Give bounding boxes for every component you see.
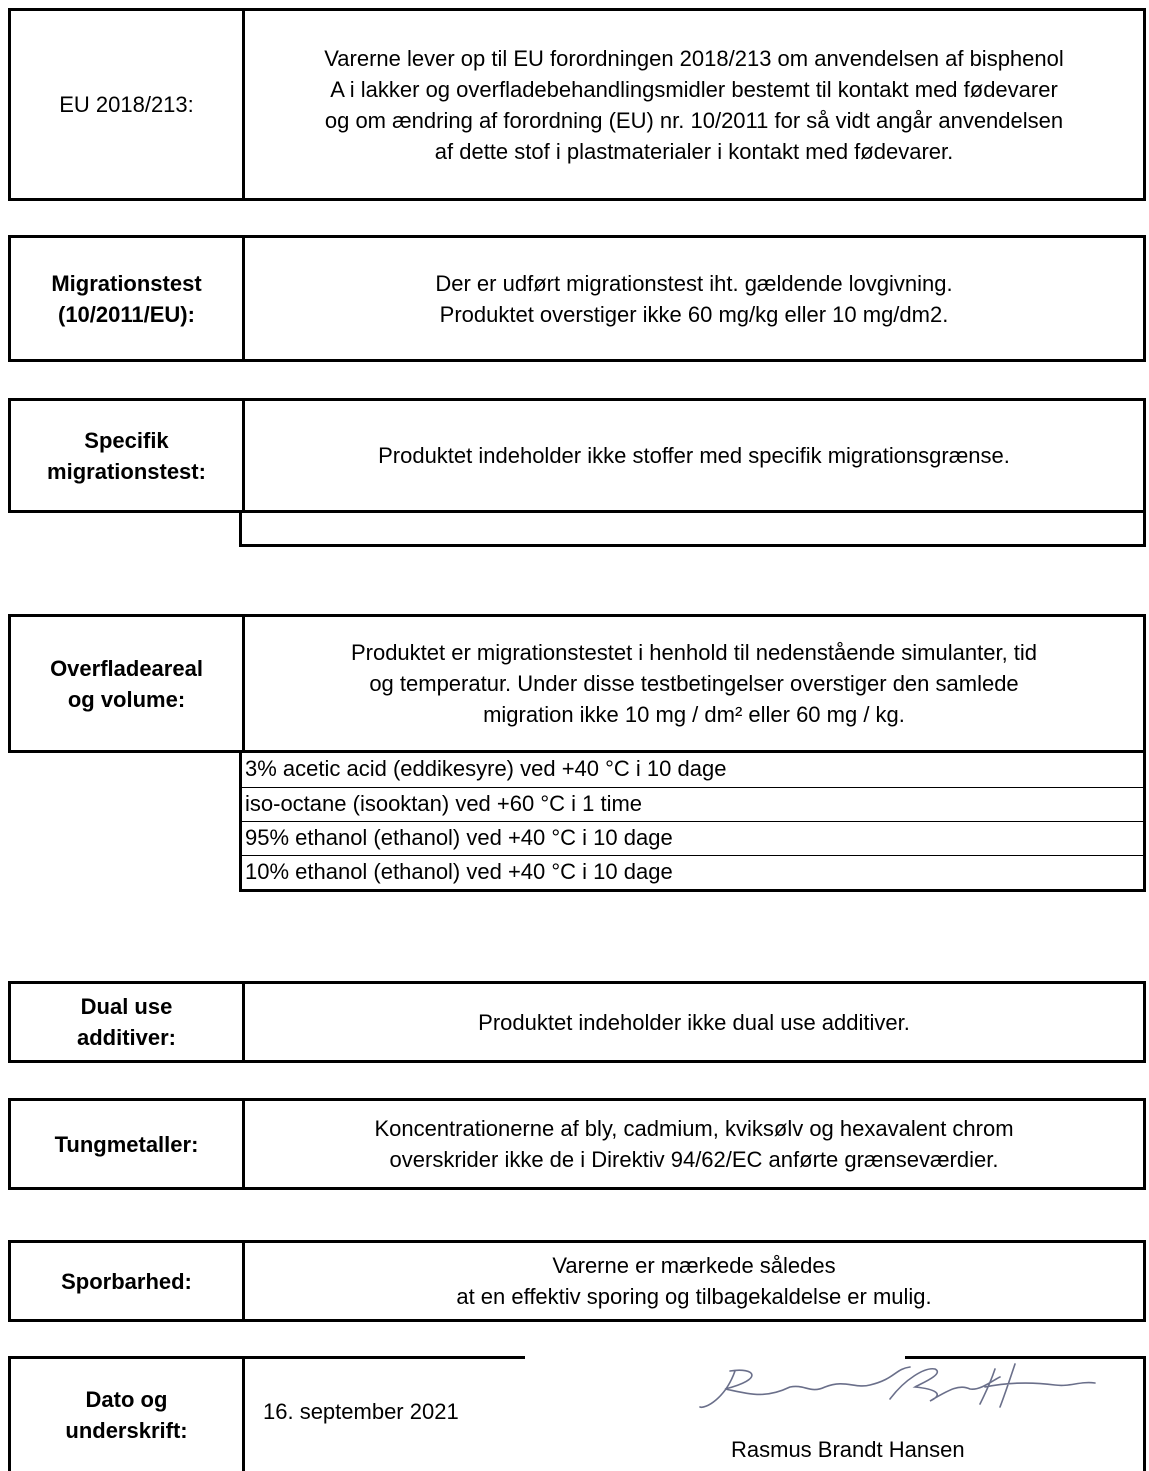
simulant-list [239, 753, 1146, 892]
metals-line-1: Koncentrationerne af bly, cadmium, kviksølv og hexavalent chrom [374, 1116, 1014, 1141]
migration-test-label [11, 238, 245, 359]
signature-label-line-1: Dato og [85, 1387, 168, 1412]
signature-date: 16. september 2021 [263, 1399, 459, 1424]
eu-line-2: A i lakker og overfladebehandlingsmidler bestemt til kontakt med fødevarer [330, 76, 1058, 102]
surface-label-line-1: Overfladeareal [50, 655, 203, 681]
eu-2018-213-text [245, 11, 1143, 198]
metals-line-2: overskrider ikke de i Direktiv 94/62/EC anførte grænseværdier. [389, 1147, 999, 1172]
surface-line-2: og temperatur. Under disse testbetingelser overstiger den samlede [369, 671, 1019, 696]
surface-volume-section [8, 614, 1146, 753]
heavy-metals-label [11, 1101, 245, 1187]
surface-volume-label [11, 617, 245, 750]
traceability-section [8, 1240, 1146, 1322]
signature-area [245, 1359, 1143, 1471]
migration-label-line-1: Migrationstest [51, 270, 202, 296]
dual-line-1: Produktet indeholder ikke dual use additiver. [478, 1009, 910, 1035]
date-signature-label [11, 1359, 245, 1471]
migration-test-text [245, 238, 1143, 359]
signature-label-line-2: underskrift: [65, 1418, 188, 1443]
specific-line-1: Produktet indeholder ikke stoffer med specifik migrationsgrænse. [378, 443, 1010, 468]
migration-line-2: Produktet overstiger ikke 60 mg/kg eller 10 mg/dm2. [439, 301, 949, 327]
specific-migration-section [8, 398, 1146, 513]
specific-label-line-2: migrationstest: [47, 458, 206, 484]
traceability-label [11, 1243, 245, 1319]
specific-migration-empty-row [239, 510, 1146, 547]
dual-use-section [8, 981, 1146, 1063]
dual-use-label [11, 984, 245, 1060]
traceability-text [245, 1243, 1143, 1319]
specific-migration-text [245, 401, 1143, 510]
migration-line-1: Der er udført migrationstest iht. gældende lovgivning. [435, 270, 953, 296]
surface-volume-text [245, 617, 1143, 750]
specific-label-line-1: Specifik [84, 427, 169, 453]
simulant-row: 3% acetic acid (eddikesyre) ved +40 °C i 10 dage [245, 756, 727, 781]
specific-migration-label [11, 401, 245, 510]
eu-line-4: af dette stof i plastmaterialer i kontakt med fødevarer. [434, 138, 954, 164]
handwritten-signature [695, 1359, 1115, 1419]
eu-2018-213-section [8, 8, 1146, 201]
signer-name: Rasmus Brandt Hansen [731, 1437, 965, 1462]
traceability-label-text: Sporbarhed: [61, 1268, 192, 1294]
eu-2018-213-label-text: EU 2018/213: [59, 92, 194, 117]
migration-label-line-2: (10/2011/EU): [58, 301, 195, 327]
simulant-row: 95% ethanol (ethanol) ved +40 °C i 10 dage [242, 821, 1143, 855]
heavy-metals-section [8, 1098, 1146, 1190]
simulant-row: iso-octane (isooktan) ved +60 °C i 1 time [242, 787, 1143, 821]
dual-label-line-2: additiver: [76, 1025, 177, 1050]
trace-line-1: Varerne er mærkede således [552, 1253, 836, 1278]
heavy-metals-label-text: Tungmetaller: [54, 1131, 199, 1157]
simulant-row: 10% ethanol (ethanol) ved +40 °C i 10 dage [242, 855, 1143, 889]
date-signature-section [8, 1356, 1146, 1471]
dual-use-text [245, 984, 1143, 1060]
trace-line-2: at en effektiv sporing og tilbagekaldelse er mulig. [456, 1284, 932, 1309]
migration-test-section [8, 235, 1146, 362]
eu-line-1: Varerne lever op til EU forordningen 2018/213 om anvendelsen af bisphenol [324, 45, 1064, 71]
eu-line-3: og om ændring af forordning (EU) nr. 10/2011 for så vidt angår anvendelsen [324, 107, 1064, 133]
eu-2018-213-label [11, 11, 245, 198]
heavy-metals-text [245, 1101, 1143, 1187]
surface-line-1: Produktet er migrationstestet i henhold til nedenstående simulanter, tid [350, 640, 1038, 665]
surface-line-3: migration ikke 10 mg / dm² eller 60 mg / kg. [483, 702, 905, 727]
surface-label-line-2: og volume: [67, 686, 186, 712]
dual-label-line-1: Dual use [80, 994, 173, 1019]
